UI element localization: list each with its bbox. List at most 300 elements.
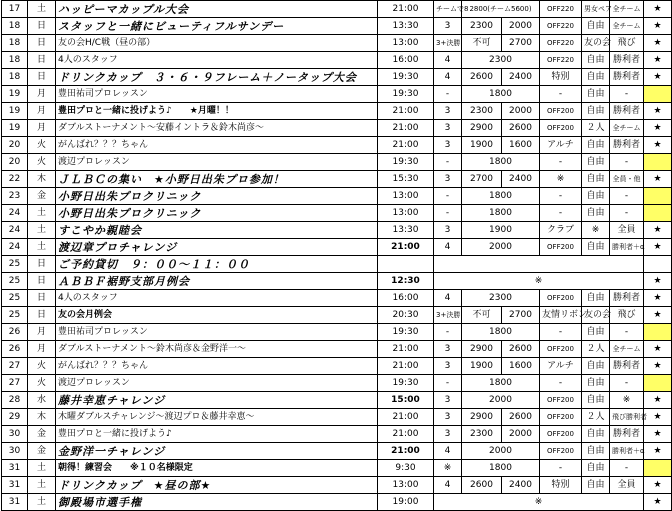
start-time xyxy=(378,256,434,273)
fee-cell: 2800(チーム5600) xyxy=(462,1,540,18)
mark-cell: ★ xyxy=(644,409,672,426)
oil-pattern-cell: 特別 xyxy=(540,69,582,86)
member-fee-cell: 2400 xyxy=(502,171,540,188)
mark-cell: ★ xyxy=(644,443,672,460)
event-title: 藤井幸恵チャレンジ xyxy=(56,392,378,409)
fee-cell: 1900 xyxy=(462,222,540,239)
fee-cell: 1800 xyxy=(462,205,540,222)
day-cell: 26 xyxy=(2,324,28,341)
start-time: 16:00 xyxy=(378,290,434,307)
member-fee-cell: 2400 xyxy=(502,69,540,86)
schedule-row xyxy=(2,375,672,392)
day-cell: 23 xyxy=(2,188,28,205)
event-title: すこやか親睦会 xyxy=(56,222,378,239)
prize-cell: 勝利者 xyxy=(610,426,644,443)
lane-cell: 男女ペア xyxy=(582,1,610,18)
lane-cell: 友の会 xyxy=(582,307,610,324)
day-cell: 31 xyxy=(2,460,28,477)
prize-cell: ※ xyxy=(610,392,644,409)
schedule-row xyxy=(2,222,672,239)
schedule-row xyxy=(2,205,672,222)
start-time: 13:00 xyxy=(378,188,434,205)
prize-cell: 全チーム xyxy=(610,1,644,18)
day-cell: 18 xyxy=(2,18,28,35)
oil-pattern-cell: OFF200 xyxy=(540,239,582,256)
prize-cell: - xyxy=(610,86,644,103)
oil-pattern-cell: - xyxy=(540,188,582,205)
mark-cell xyxy=(644,375,672,392)
games-cell: 4 xyxy=(434,477,462,494)
oil-pattern-cell: 友情リボン xyxy=(540,307,582,324)
event-title: ダブルストーナメント～安藤イントラ＆鈴木尚彦～ xyxy=(56,120,378,137)
games-cell: 4 xyxy=(434,52,462,69)
prize-cell: 勝利者＋α xyxy=(610,443,644,460)
event-title: ご予約貸切 ９：００～１１：００ xyxy=(56,256,378,273)
start-time: 13:00 xyxy=(378,205,434,222)
prize-cell: 勝利者 xyxy=(610,103,644,120)
prize-cell: - xyxy=(610,154,644,171)
oil-pattern-cell: - xyxy=(540,86,582,103)
day-cell: 30 xyxy=(2,426,28,443)
event-title: がんばれ？？？ちゃん xyxy=(56,137,378,154)
member-fee-cell: 2000 xyxy=(502,426,540,443)
event-title: ドリンクカップ ３・６・９フレーム＋ノータップ大会 xyxy=(56,69,378,86)
day-cell: 25 xyxy=(2,256,28,273)
weekday-cell: 土 xyxy=(28,1,56,18)
start-time: 19:30 xyxy=(378,375,434,392)
oil-pattern-cell: OFF220 xyxy=(540,52,582,69)
fee-cell: 2600 xyxy=(462,69,502,86)
event-title: 朝得！練習会 ※１０名様限定 xyxy=(56,460,378,477)
prize-cell: - xyxy=(610,188,644,205)
games-cell: - xyxy=(434,324,462,341)
mark-cell xyxy=(644,188,672,205)
mark-cell: ★ xyxy=(644,35,672,52)
fee-cell: 2700 xyxy=(462,171,502,188)
schedule-row xyxy=(2,460,672,477)
day-cell: 19 xyxy=(2,86,28,103)
prize-cell: 全員・他 xyxy=(610,171,644,188)
games-cell: 3 xyxy=(434,426,462,443)
lane-cell: 自由 xyxy=(582,324,610,341)
fee-cell: 2900 xyxy=(462,120,502,137)
weekday-cell: 火 xyxy=(28,137,56,154)
member-fee-cell: 2000 xyxy=(502,103,540,120)
oil-pattern-cell: OFF200 xyxy=(540,426,582,443)
mark-cell xyxy=(644,86,672,103)
event-title: 4人のスタッフ xyxy=(56,52,378,69)
fee-cell: 1800 xyxy=(462,188,540,205)
weekday-cell: 木 xyxy=(28,171,56,188)
lane-cell: 自由 xyxy=(582,392,610,409)
oil-pattern-cell: ※ xyxy=(540,171,582,188)
start-time: 21:00 xyxy=(378,120,434,137)
schedule-row xyxy=(2,409,672,426)
games-cell: 4 xyxy=(434,443,462,460)
member-fee-cell: 1600 xyxy=(502,137,540,154)
start-time: 19:30 xyxy=(378,69,434,86)
mark-cell: ★ xyxy=(644,290,672,307)
lane-cell: ２人 xyxy=(582,120,610,137)
lane-cell: 自由 xyxy=(582,188,610,205)
games-cell: - xyxy=(434,375,462,392)
schedule-row xyxy=(2,69,672,86)
games-cell: 3+決勝 xyxy=(434,35,462,52)
weekday-cell: 土 xyxy=(28,494,56,511)
member-fee-cell: 2000 xyxy=(502,18,540,35)
oil-pattern-cell: - xyxy=(540,375,582,392)
games-cell: 3+決勝 xyxy=(434,307,462,324)
lane-cell: 自由 xyxy=(582,86,610,103)
lane-cell: 自由 xyxy=(582,443,610,460)
games-cell: ※ xyxy=(434,460,462,477)
day-cell: 29 xyxy=(2,409,28,426)
lane-cell: 自由 xyxy=(582,358,610,375)
games-cell: 3 xyxy=(434,392,462,409)
fee-cell: 1800 xyxy=(462,375,540,392)
start-time: 19:30 xyxy=(378,86,434,103)
schedule-row xyxy=(2,52,672,69)
notice-cell: ※ xyxy=(434,273,644,290)
start-time: 19:30 xyxy=(378,324,434,341)
start-time: 21:00 xyxy=(378,426,434,443)
fee-cell: 不可 xyxy=(462,35,502,52)
event-title: ＪＬＢＣの集い ★小野日出朱プロ参加！ xyxy=(56,171,378,188)
day-cell: 27 xyxy=(2,375,28,392)
weekday-cell: 水 xyxy=(28,392,56,409)
day-cell: 31 xyxy=(2,477,28,494)
start-time: 13:00 xyxy=(378,35,434,52)
day-cell: 19 xyxy=(2,103,28,120)
weekday-cell: 土 xyxy=(28,239,56,256)
games-cell: 4 xyxy=(434,69,462,86)
schedule-row xyxy=(2,392,672,409)
schedule-row xyxy=(2,256,672,273)
mark-cell xyxy=(644,256,672,273)
weekday-cell: 日 xyxy=(28,35,56,52)
fee-cell: 2300 xyxy=(462,103,502,120)
lane-cell: 自由 xyxy=(582,290,610,307)
games-cell: 3 xyxy=(434,18,462,35)
lane-cell: 自由 xyxy=(582,426,610,443)
weekday-cell: 月 xyxy=(28,86,56,103)
start-time: 21:00 xyxy=(378,341,434,358)
member-fee-cell: 2700 xyxy=(502,35,540,52)
oil-pattern-cell: OFF200 xyxy=(540,341,582,358)
schedule-row xyxy=(2,494,672,511)
start-time: 16:00 xyxy=(378,52,434,69)
event-title: 渡辺プロレッスン xyxy=(56,154,378,171)
start-time: 21:00 xyxy=(378,103,434,120)
weekday-cell: 木 xyxy=(28,409,56,426)
prize-cell: - xyxy=(610,375,644,392)
start-time: 20:30 xyxy=(378,307,434,324)
lane-cell: 自由 xyxy=(582,375,610,392)
prize-cell: - xyxy=(610,205,644,222)
day-cell: 30 xyxy=(2,443,28,460)
weekday-cell: 土 xyxy=(28,222,56,239)
schedule-row xyxy=(2,341,672,358)
mark-cell: ★ xyxy=(644,239,672,256)
schedule-row xyxy=(2,18,672,35)
mark-cell: ★ xyxy=(644,477,672,494)
start-time: 13:30 xyxy=(378,18,434,35)
fee-cell: 不可 xyxy=(462,307,502,324)
schedule-row xyxy=(2,477,672,494)
weekday-cell: 火 xyxy=(28,358,56,375)
schedule-row xyxy=(2,35,672,52)
oil-pattern-cell: OFF220 xyxy=(540,35,582,52)
schedule-row xyxy=(2,358,672,375)
day-cell: 20 xyxy=(2,137,28,154)
event-title: 渡辺プロレッスン xyxy=(56,375,378,392)
weekday-cell: 日 xyxy=(28,273,56,290)
oil-pattern-cell: アルチ xyxy=(540,358,582,375)
schedule-rows xyxy=(2,1,672,511)
mark-cell xyxy=(644,154,672,171)
event-title: 豊田プロと一緒に投げよう♪ ★月曜！！ xyxy=(56,103,378,120)
day-cell: 20 xyxy=(2,154,28,171)
lane-cell: 自由 xyxy=(582,171,610,188)
lane-cell: 自由 xyxy=(582,137,610,154)
start-time: 15:30 xyxy=(378,171,434,188)
event-title: ハッピーマカップル大会 xyxy=(56,1,378,18)
weekday-cell: 日 xyxy=(28,256,56,273)
games-cell: 4 xyxy=(434,290,462,307)
day-cell: 26 xyxy=(2,341,28,358)
notice-cell xyxy=(434,256,644,273)
member-fee-cell: 2600 xyxy=(502,120,540,137)
notice-cell: ※ xyxy=(434,494,644,511)
mark-cell: ★ xyxy=(644,222,672,239)
oil-pattern-cell: OFF220 xyxy=(540,18,582,35)
fee-cell: 1800 xyxy=(462,324,540,341)
fee-cell: 1800 xyxy=(462,154,540,171)
event-title: 御殿場市選手権 xyxy=(56,494,378,511)
schedule-row xyxy=(2,103,672,120)
day-cell: 27 xyxy=(2,358,28,375)
schedule-row xyxy=(2,1,672,18)
oil-pattern-cell: OFF200 xyxy=(540,443,582,460)
weekday-cell: 金 xyxy=(28,443,56,460)
schedule-row xyxy=(2,307,672,324)
prize-cell: 全員 xyxy=(610,477,644,494)
weekday-cell: 金 xyxy=(28,188,56,205)
prize-cell: 勝利者 xyxy=(610,137,644,154)
prize-cell: 全チーム xyxy=(610,18,644,35)
event-title: 金野洋一チャレンジ xyxy=(56,443,378,460)
weekday-cell: 金 xyxy=(28,426,56,443)
weekday-cell: 土 xyxy=(28,205,56,222)
prize-cell: 飛び xyxy=(610,35,644,52)
mark-cell: ★ xyxy=(644,273,672,290)
member-fee-cell: 2400 xyxy=(502,477,540,494)
mark-cell xyxy=(644,324,672,341)
games-cell: - xyxy=(434,154,462,171)
event-title: スタッフと一緒にビューティフルサンデー xyxy=(56,18,378,35)
event-title: がんばれ？？？ちゃん xyxy=(56,358,378,375)
fee-cell: 1900 xyxy=(462,137,502,154)
weekday-cell: 日 xyxy=(28,290,56,307)
event-title: 豊田プロと一緒に投げよう♪ xyxy=(56,426,378,443)
mark-cell: ★ xyxy=(644,426,672,443)
games-cell: - xyxy=(434,188,462,205)
schedule-row xyxy=(2,86,672,103)
lane-cell: 自由 xyxy=(582,69,610,86)
lane-cell: 自由 xyxy=(582,103,610,120)
fee-cell: 1800 xyxy=(462,460,540,477)
games-cell: 3 xyxy=(434,358,462,375)
schedule-row xyxy=(2,154,672,171)
mark-cell: ★ xyxy=(644,358,672,375)
fee-cell: 2600 xyxy=(462,477,502,494)
prize-cell: 飛び勝利者 xyxy=(610,409,644,426)
event-title: 渡辺章プロチャレンジ xyxy=(56,239,378,256)
fee-cell: 2900 xyxy=(462,409,502,426)
day-cell: 31 xyxy=(2,494,28,511)
games-cell: 3 xyxy=(434,341,462,358)
weekday-cell: 土 xyxy=(28,460,56,477)
event-title: ダブルストーナメント～鈴木尚彦＆金野洋一～ xyxy=(56,341,378,358)
mark-cell: ★ xyxy=(644,1,672,18)
games-cell: 3 xyxy=(434,103,462,120)
event-title: ＡＢＢＦ裾野支部月例会 xyxy=(56,273,378,290)
prize-cell: 全員 xyxy=(610,222,644,239)
fee-cell: 2300 xyxy=(462,18,502,35)
event-schedule-table xyxy=(1,0,672,511)
games-cell: 3 xyxy=(434,409,462,426)
day-cell: 18 xyxy=(2,52,28,69)
prize-cell: 全チーム xyxy=(610,341,644,358)
lane-cell: 自由 xyxy=(582,239,610,256)
event-title: 小野日出朱プロクリニック xyxy=(56,205,378,222)
fee-cell: 1800 xyxy=(462,86,540,103)
day-cell: 19 xyxy=(2,120,28,137)
mark-cell: ★ xyxy=(644,120,672,137)
schedule-row xyxy=(2,290,672,307)
prize-cell: 勝利者 xyxy=(610,358,644,375)
event-title: ドリンクカップ ★昼の部★ xyxy=(56,477,378,494)
prize-cell: 飛び xyxy=(610,307,644,324)
member-fee-cell: 2600 xyxy=(502,409,540,426)
mark-cell: ★ xyxy=(644,494,672,511)
games-cell: 3 xyxy=(434,137,462,154)
event-title: 友の会H/C戦（昼の部） xyxy=(56,35,378,52)
games-cell: 3 xyxy=(434,222,462,239)
event-title: 4人のスタッフ xyxy=(56,290,378,307)
mark-cell: ★ xyxy=(644,18,672,35)
event-title: 木曜ダブルスチャレンジ～渡辺プロ＆藤井幸恵～ xyxy=(56,409,378,426)
prize-cell: - xyxy=(610,460,644,477)
schedule-row xyxy=(2,188,672,205)
day-cell: 17 xyxy=(2,1,28,18)
fee-cell: 2000 xyxy=(462,239,540,256)
mark-cell: ★ xyxy=(644,171,672,188)
weekday-cell: 月 xyxy=(28,324,56,341)
member-fee-cell: 1600 xyxy=(502,358,540,375)
day-cell: 24 xyxy=(2,239,28,256)
day-cell: 28 xyxy=(2,392,28,409)
prize-cell: - xyxy=(610,324,644,341)
games-cell: - xyxy=(434,86,462,103)
start-time: 21:00 xyxy=(378,409,434,426)
schedule-row xyxy=(2,239,672,256)
member-fee-cell: 2700 xyxy=(502,307,540,324)
games-cell: 4 xyxy=(434,239,462,256)
games-cell: 3 xyxy=(434,120,462,137)
lane-cell: ※ xyxy=(582,222,610,239)
oil-pattern-cell: OFF200 xyxy=(540,290,582,307)
schedule-row xyxy=(2,120,672,137)
oil-pattern-cell: - xyxy=(540,205,582,222)
start-time: 21:00 xyxy=(378,1,434,18)
schedule-row xyxy=(2,443,672,460)
start-time: 12:30 xyxy=(378,273,434,290)
day-cell: 25 xyxy=(2,307,28,324)
fee-cell: 2300 xyxy=(462,290,540,307)
weekday-cell: 土 xyxy=(28,477,56,494)
weekday-cell: 月 xyxy=(28,120,56,137)
mark-cell: ★ xyxy=(644,307,672,324)
event-title: 友の会月例会 xyxy=(56,307,378,324)
fee-cell: 2900 xyxy=(462,341,502,358)
start-time: 9:30 xyxy=(378,460,434,477)
oil-pattern-cell: クラブ xyxy=(540,222,582,239)
prize-cell: 勝利者 xyxy=(610,52,644,69)
weekday-cell: 日 xyxy=(28,52,56,69)
mark-cell: ★ xyxy=(644,103,672,120)
event-title: 豊田祐司プロレッスン xyxy=(56,324,378,341)
oil-pattern-cell: OFF200 xyxy=(540,392,582,409)
games-cell: - xyxy=(434,205,462,222)
start-time: 19:30 xyxy=(378,154,434,171)
fee-cell: 2300 xyxy=(462,426,502,443)
weekday-cell: 月 xyxy=(28,103,56,120)
oil-pattern-cell: OFF200 xyxy=(540,103,582,120)
day-cell: 18 xyxy=(2,35,28,52)
lane-cell: 友の会 xyxy=(582,35,610,52)
schedule-row xyxy=(2,171,672,188)
day-cell: 22 xyxy=(2,171,28,188)
start-time: 13:30 xyxy=(378,222,434,239)
prize-cell: 勝利者 xyxy=(610,290,644,307)
lane-cell: 自由 xyxy=(582,18,610,35)
oil-pattern-cell: OFF200 xyxy=(540,120,582,137)
weekday-cell: 火 xyxy=(28,154,56,171)
start-time: 15:00 xyxy=(378,392,434,409)
mark-cell xyxy=(644,205,672,222)
schedule-row xyxy=(2,273,672,290)
games-cell: チームで8 xyxy=(434,1,462,18)
weekday-cell: 日 xyxy=(28,18,56,35)
schedule-row xyxy=(2,324,672,341)
start-time: 19:00 xyxy=(378,494,434,511)
fee-cell: 2000 xyxy=(462,392,540,409)
start-time: 21:00 xyxy=(378,239,434,256)
oil-pattern-cell: - xyxy=(540,154,582,171)
mark-cell xyxy=(644,460,672,477)
lane-cell: ２人 xyxy=(582,409,610,426)
day-cell: 24 xyxy=(2,222,28,239)
oil-pattern-cell: - xyxy=(540,460,582,477)
oil-pattern-cell: OFF220 xyxy=(540,1,582,18)
fee-cell: 1900 xyxy=(462,358,502,375)
start-time: 21:00 xyxy=(378,358,434,375)
lane-cell: ２人 xyxy=(582,341,610,358)
oil-pattern-cell: 特別 xyxy=(540,477,582,494)
weekday-cell: 日 xyxy=(28,69,56,86)
day-cell: 25 xyxy=(2,290,28,307)
